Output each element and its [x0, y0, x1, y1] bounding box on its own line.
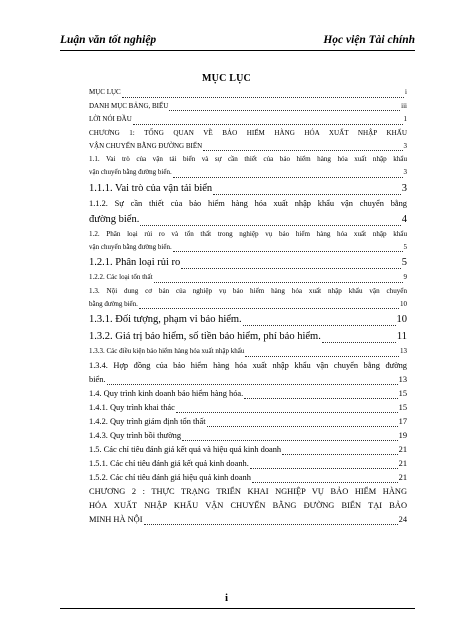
toc-entry-page: 9 [403, 273, 407, 281]
dot-leader [207, 426, 398, 427]
toc-entry-page: 10 [400, 299, 407, 308]
toc-entry [89, 457, 407, 471]
toc-entry-title: LỜI NÓI ĐẦU [89, 115, 132, 123]
dot-leader [173, 177, 403, 178]
toc-entry-page: iii [401, 101, 407, 110]
dot-leader [107, 384, 398, 385]
toc-entry [89, 285, 407, 312]
toc-entry-line [89, 113, 407, 127]
toc-entry [89, 254, 407, 271]
toc-entry [89, 345, 407, 359]
toc-entry-page: i [405, 88, 407, 96]
toc-entry-line [89, 166, 407, 180]
dot-leader [182, 440, 398, 441]
dot-leader [173, 251, 403, 252]
toc-entry-title: 1.3.1. Đối tượng, phạm vi bảo hiểm. [89, 314, 242, 325]
toc-entry [89, 328, 407, 345]
toc-entry-text-line: CHƯƠNG 1: TỔNG QUAN VỀ BẢO HIỂM HÀNG HÓA XUẤT NHẬP KHẨU [89, 128, 407, 137]
header-institution-label: Học viện Tài chính [323, 34, 415, 46]
toc-entry-title: bằng đường biển. [89, 299, 138, 308]
toc-entry-page: 1 [403, 115, 407, 123]
toc-entry-line [89, 373, 407, 387]
toc-entry-line [89, 401, 407, 415]
dot-leader [203, 150, 402, 151]
toc-entry-line [89, 513, 407, 527]
toc-entry-page: 5 [401, 257, 407, 268]
dot-leader [244, 398, 397, 399]
toc-entry-page: 3 [403, 168, 407, 176]
toc-entry [89, 485, 407, 527]
toc-entry-title: 1.5.1. Các chỉ tiêu đánh giá kết quả kinh doanh. [89, 458, 249, 468]
header-thesis-label: Luận văn tốt nghiệp [60, 34, 157, 46]
toc-entry-page: 15 [398, 402, 407, 412]
toc-entry [89, 127, 407, 154]
toc-entry-title: vận chuyển bằng đường biển. [89, 242, 172, 251]
dot-leader [139, 308, 399, 309]
toc-entry-title: 1.4.3. Quy trình bồi thường [89, 430, 182, 440]
toc-entry-line [89, 241, 407, 255]
toc-entry-text-line: 1.1. Vai trò của vận tải biển và sự cần thiết của bảo hiểm hàng hóa xuất nhập khẩu [89, 155, 407, 163]
dot-leader [144, 524, 398, 525]
toc-entry-title: 1.5.2. Các chỉ tiêu đánh giá hiệu quả kinh doanh [89, 472, 251, 482]
toc-entry-line [89, 345, 407, 359]
toc-entry-page: 11 [396, 331, 407, 342]
toc-entry-page: 21 [398, 458, 407, 468]
toc-entry-title: đường biển. [89, 213, 140, 225]
dot-leader [252, 482, 398, 483]
dot-leader [169, 110, 400, 111]
dot-leader [140, 225, 400, 226]
toc-title: MỤC LỤC [202, 73, 251, 84]
toc-entry-page: 21 [398, 444, 407, 454]
toc-entry [89, 197, 407, 228]
toc-entry [89, 153, 407, 180]
toc-entry-line [89, 180, 407, 197]
toc-entry [89, 271, 407, 285]
toc-entry-page: 13 [398, 374, 407, 384]
dot-leader [243, 325, 396, 326]
toc-entry-line [89, 298, 407, 312]
toc-entry-title: 1.5. Các chỉ tiêu đánh giá kết quả và hiệu quả kinh doanh [89, 444, 282, 454]
dot-leader [133, 124, 403, 125]
toc-entry [89, 387, 407, 401]
toc-entry-line [89, 387, 407, 401]
toc-entry-page: 15 [398, 388, 407, 398]
toc-entry-title: vận chuyển bằng đường biển. [89, 168, 172, 176]
toc-entry-title: MỤC LỤC [89, 88, 121, 96]
dot-leader [176, 412, 398, 413]
toc-entry-page: 17 [398, 416, 407, 426]
toc-entry-text-line: 1.3. Nội dung cơ bản của nghiệp vụ bảo hiểm hàng hóa xuất nhập khẩu vận chuyển [89, 286, 407, 295]
footer-rule [60, 608, 415, 609]
toc-entry-title: DANH MỤC BẢNG, BIỂU [89, 101, 169, 110]
toc-entry [89, 113, 407, 127]
toc-entry [89, 443, 407, 457]
dot-leader [122, 97, 404, 98]
toc-entry-title: 1.2.2. Các loại tổn thất [89, 273, 153, 281]
dot-leader [181, 268, 400, 269]
toc-entry-line [89, 457, 407, 471]
toc-entry-title: VẬN CHUYỂN BẰNG ĐƯỜNG BIỂN [89, 141, 203, 150]
toc-entry [89, 100, 407, 114]
toc-entry-line [89, 211, 407, 228]
toc-entry-title: 1.4.1. Quy trình khai thác [89, 402, 175, 412]
toc-entry [89, 228, 407, 255]
toc-entry-text-line: 1.2. Phân loại rủi ro và tổn thất trong nghiệp vụ bảo hiểm hàng hóa xuất nhập khẩu [89, 229, 407, 238]
toc-entry-title: 1.4.2. Quy trình giám định tổn thất [89, 416, 206, 426]
toc-entry-line [89, 254, 407, 271]
toc-entry-line [89, 271, 407, 285]
toc-entry-page: 3 [403, 141, 407, 150]
toc-entry-line [89, 443, 407, 457]
toc-entry-line [89, 471, 407, 485]
toc-entry-text-line: 1.1.2. Sự cần thiết của bảo hiểm hàng hóa xuất nhập khẩu vận chuyển bằng [89, 198, 407, 208]
header-rule [60, 50, 415, 51]
dot-leader [245, 356, 399, 357]
toc-entry [89, 311, 407, 328]
toc-entry-page: 10 [396, 314, 407, 325]
toc-entry-line [89, 86, 407, 100]
toc-entry [89, 180, 407, 197]
page-header [60, 34, 415, 46]
toc-entry-title: biển. [89, 374, 106, 384]
toc-entry-title: 1.2.1. Phân loại rủi ro [89, 257, 181, 268]
toc-entry-page: 5 [403, 242, 407, 251]
page-number: i [224, 592, 229, 604]
toc-entry-title: MINH HÀ NỘI [89, 514, 143, 524]
table-of-contents [89, 86, 407, 527]
toc-entry-page: 13 [400, 347, 407, 355]
toc-entry-title: 1.3.2. Giá trị bảo hiểm, số tiền bảo hiểm, phí bảo hiểm. [89, 331, 321, 342]
toc-entry [89, 86, 407, 100]
toc-entry-page: 24 [398, 514, 407, 524]
toc-entry [89, 471, 407, 485]
toc-entry [89, 429, 407, 443]
toc-entry-title: 1.1.1. Vai trò của vận tải biển [89, 182, 213, 194]
toc-entry-text-line: HÓA XUẤT NHẬP KHẨU VẬN CHUYỂN BẰNG ĐƯỜNG BIỂN TẠI BẢO [89, 500, 407, 510]
dot-leader [322, 342, 396, 343]
toc-entry-line [89, 100, 407, 114]
dot-leader [213, 194, 401, 195]
toc-entry-line [89, 415, 407, 429]
toc-entry-title: 1.3.3. Các điều kiện bảo hiểm hàng hóa xuất nhập khẩu [89, 347, 245, 355]
toc-entry-title: 1.4. Quy trình kinh doanh bảo hiểm hàng hóa. [89, 388, 244, 398]
dot-leader [282, 454, 398, 455]
toc-entry-page: 3 [401, 182, 407, 194]
toc-entry-page: 19 [398, 430, 407, 440]
dot-leader [154, 282, 403, 283]
toc-entry-page: 4 [401, 213, 407, 225]
toc-entry-text-line: CHƯƠNG 2 : THỰC TRẠNG TRIỂN KHAI NGHIỆP VỤ BẢO HIỂM HÀNG [89, 486, 407, 496]
toc-entry [89, 359, 407, 387]
toc-entry-line [89, 429, 407, 443]
toc-entry-line [89, 140, 407, 154]
toc-entry-line [89, 311, 407, 328]
toc-entry-line [89, 328, 407, 345]
toc-entry-text-line: 1.3.4. Hợp đồng của bảo hiểm hàng hóa xuất nhập khẩu vận chuyển bằng đường [89, 360, 407, 370]
dot-leader [250, 468, 398, 469]
toc-entry [89, 401, 407, 415]
toc-entry-page: 21 [398, 472, 407, 482]
toc-entry [89, 415, 407, 429]
